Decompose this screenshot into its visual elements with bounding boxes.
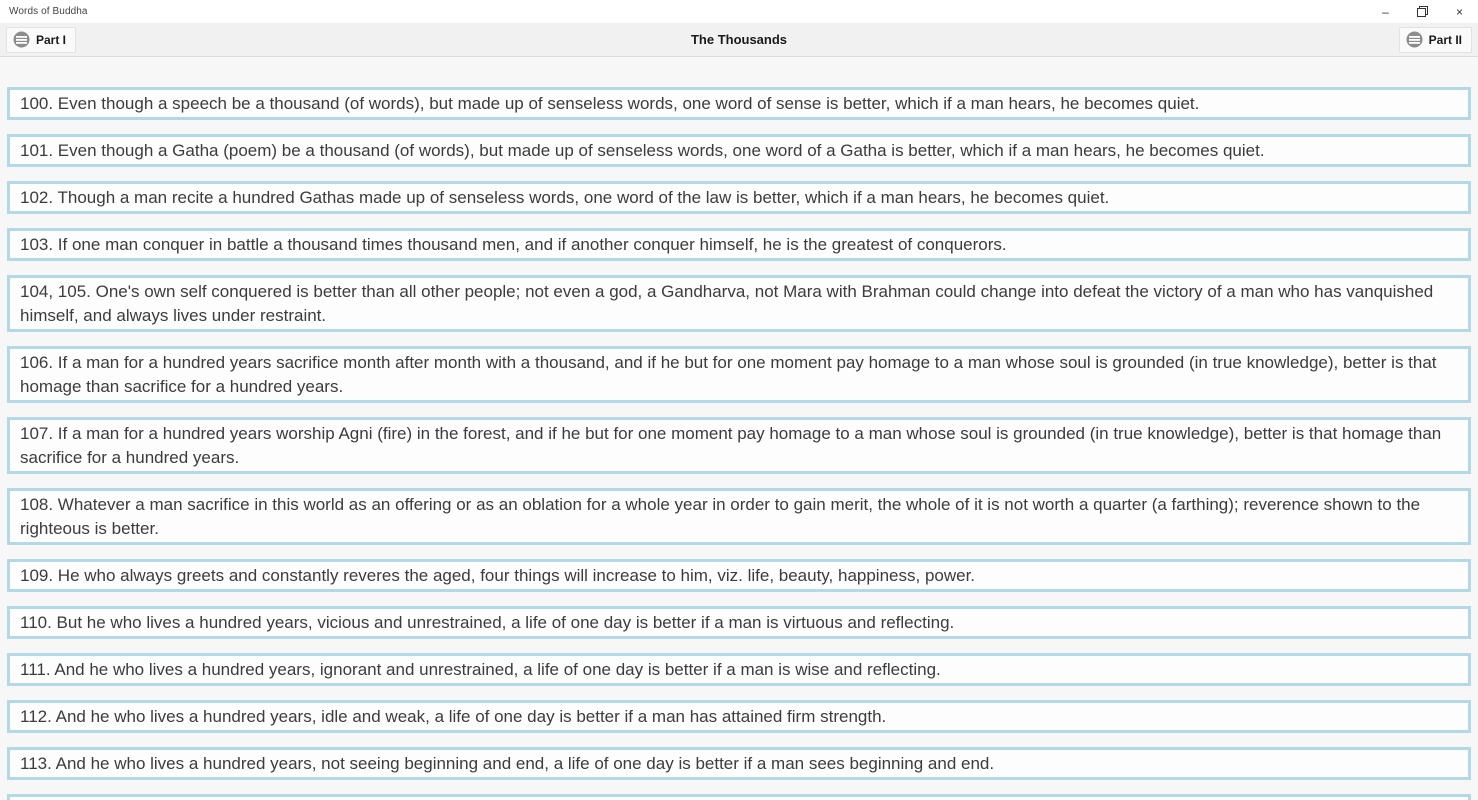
verse-box-104-105: 104, 105. One's own self conquered is better than all other people; not even a god, a Gandharva, not Mara with Brahman could change into defeat the victory of a man who has vanquished himself, and always lives under restraint. [7,275,1471,332]
part1-button[interactable] [6,27,76,53]
window-controls [1367,0,1478,23]
minimize-button[interactable] [1367,0,1404,23]
verse-box-100: 100. Even though a speech be a thousand (of words), but made up of senseless words, one word of sense is better, which if a man hears, he becomes quiet. [7,87,1471,120]
verses-scroll-area[interactable] [0,57,1478,800]
verse-box-110: 110. But he who lives a hundred years, vicious and unrestrained, a life of one day is better if a man is virtuous and reflecting. [7,606,1471,639]
window-titlebar [0,0,1478,23]
verse-box-109: 109. He who always greets and constantly reveres the aged, four things will increase to him, viz. life, beauty, happiness, power. [7,559,1471,592]
header-bar [0,23,1478,57]
verse-box-108: 108. Whatever a man sacrifice in this world as an offering or as an oblation for a whole year in order to gain merit, the whole of it is not worth a quarter (a farthing); reverence shown to the righteous is better. [7,488,1471,545]
close-button[interactable] [1441,0,1478,23]
verse-box-partial [7,794,1471,800]
restore-button[interactable] [1404,0,1441,23]
verse-box-113: 113. And he who lives a hundred years, not seeing beginning and end, a life of one day is better if a man sees beginning and end. [7,747,1471,780]
verse-box-102: 102. Though a man recite a hundred Gathas made up of senseless words, one word of the law is better, which if a man hears, he becomes quiet. [7,181,1471,214]
close-icon: × [1455,4,1463,19]
verse-box-111: 111. And he who lives a hundred years, ignorant and unrestrained, a life of one day is better if a man is wise and reflecting. [7,653,1471,686]
restore-icon [1417,6,1428,17]
page-title: The Thousands [690,32,788,47]
part1-button-label: Part I [36,32,67,47]
part2-button-label: Part II [1428,32,1462,47]
window-title: Words of Buddha [9,6,88,17]
menu-lines-circle-icon [13,31,30,48]
verse-box-107: 107. If a man for a hundred years worship Agni (fire) in the forest, and if he but for one moment pay homage to a man whose soul is grounded (in true knowledge), better is that homage than sacrifice for a hundred years. [7,417,1471,474]
verse-box-103: 103. If one man conquer in battle a thousand times thousand men, and if another conquer himself, he is the greatest of conquerors. [7,228,1471,261]
verse-box-101: 101. Even though a Gatha (poem) be a thousand (of words), but made up of senseless words, one word of a Gatha is better, which if a man hears, he becomes quiet. [7,134,1471,167]
minimize-icon: – [1382,4,1389,19]
menu-lines-circle-icon [1406,31,1423,48]
verse-box-106: 106. If a man for a hundred years sacrifice month after month with a thousand, and if he but for one moment pay homage to a man whose soul is grounded (in true knowledge), better is that homage than sacrifice for a hundred years. [7,346,1471,403]
part2-button[interactable] [1399,27,1472,53]
verse-box-112: 112. And he who lives a hundred years, idle and weak, a life of one day is better if a man has attained firm strength. [7,700,1471,733]
